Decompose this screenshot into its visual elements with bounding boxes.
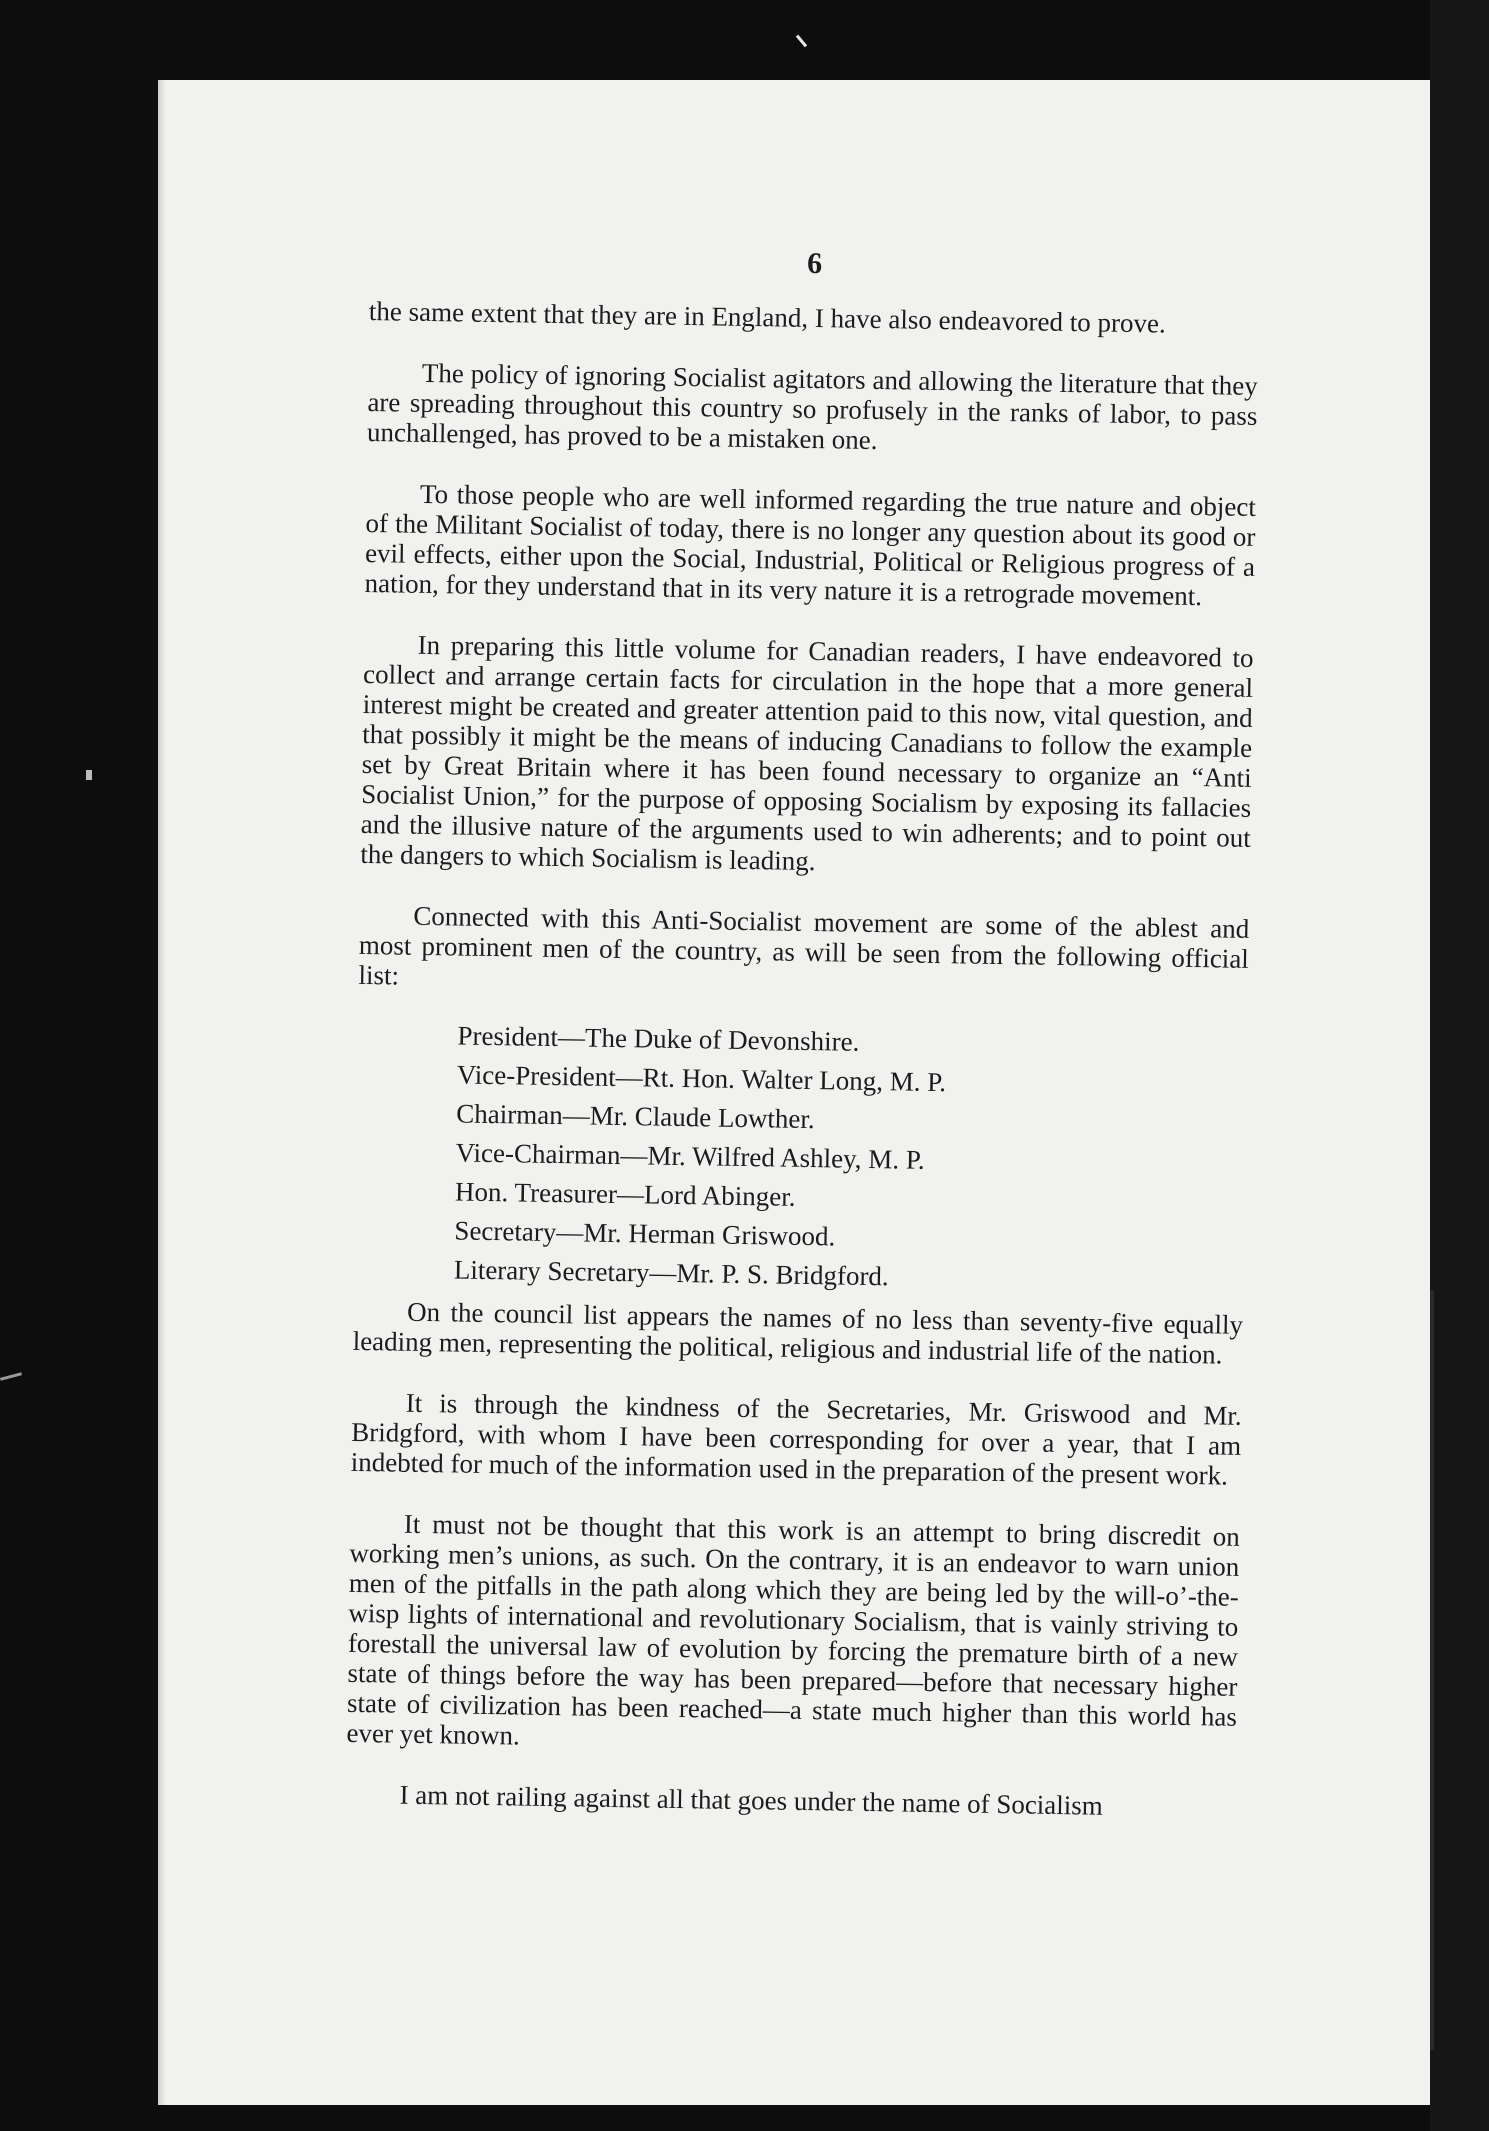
scan-edge-right bbox=[1430, 0, 1489, 2131]
paragraph: To those people who are well informed regarding the true nature and object of the Militant Socialist of today, there is no longer any question about its good or evil effects, either upon the Social, Industrial, Political or Religious progress of a nation, for they understand that in its very nature it is a retrograde movement. bbox=[364, 478, 1257, 612]
officer-president: President—The Duke of Devonshire. bbox=[457, 1020, 860, 1057]
paragraph-last-line: I am not railing against all that goes under the name of Socialism bbox=[399, 1779, 1104, 1821]
paragraph: The policy of ignoring Socialist agitators and allowing the literature that they are spreading throughout this country so profusely in the ranks of labor, to pass unchallenged, has proved to be a mistaken one. bbox=[366, 357, 1259, 455]
paragraph: It is through the kindness of the Secretaries, Mr. Griswood and Mr. Bridgford, with whom I have been corresponding for over a year, that I am indebted for much of the information used in the preparation of the present work. bbox=[350, 1387, 1242, 1491]
officer-vice-president: Vice-President—Rt. Hon. Walter Long, M. P. bbox=[456, 1059, 947, 1098]
officer-chairman: Chairman—Mr. Claude Lowther. bbox=[456, 1098, 815, 1135]
scan-speck bbox=[86, 770, 92, 780]
paragraph: It must not be thought that this work is an attempt to bring discredit on working men’s unions, as such. On the contrary, it is an endeavor to warn union men of the pitfalls in the path along which they are being led by the will-o’-the-wisp lights of international and revolutionary Socialism, that is vainly striving to forestall the universal law of evolution by forcing the premature birth of a new state of things before the way has been prepared—before that necessary higher state of civilization has been reached—a state much higher than this world has ever yet known. bbox=[346, 1508, 1240, 1751]
page-number: 6 bbox=[806, 246, 823, 281]
scan-speck bbox=[796, 35, 807, 48]
page-body bbox=[345, 240, 1260, 1854]
officer-list bbox=[454, 1016, 1248, 1301]
page-edge-shadow bbox=[158, 80, 166, 2105]
paragraph: Connected with this Anti-Socialist movement are some of the ablest and most prominent men of the country, as will be seen from the following official list: bbox=[358, 900, 1250, 991]
officer-secretary: Secretary—Mr. Herman Griswood. bbox=[454, 1215, 836, 1252]
officer-vice-chairman: Vice-Chairman—Mr. Wilfred Ashley, M. P. bbox=[455, 1137, 925, 1175]
paragraph-continued: the same extent that they are in England, I have also endeavored to prove. bbox=[368, 295, 1166, 339]
officer-literary-secretary: Literary Secretary—Mr. P. S. Bridgford. bbox=[453, 1254, 889, 1292]
paragraph: In preparing this little volume for Canadian readers, I have endeavored to collect and arrange certain facts for circulation in the hope that a more general interest might be created and greater attention paid to this now, vital question, and that possibly it might be the means of inducing Canadians to follow the example set by Great Britain where it has been found necessary to organize an “Anti Socialist Union,” for the purpose of opposing Socialism by exposing its fallacies and the illusive nature of the arguments used to win adherents; and to point out the dangers to which Socialism is leading. bbox=[360, 629, 1254, 877]
document-page bbox=[158, 80, 1430, 2105]
scan-speck bbox=[0, 1372, 22, 1381]
paragraph: On the council list appears the names of no less than seventy-five equally leading men, representing the political, religious and industrial life of the nation. bbox=[352, 1296, 1244, 1370]
page-fold bbox=[1430, 1290, 1434, 2050]
officer-treasurer: Hon. Treasurer—Lord Abinger. bbox=[454, 1176, 796, 1212]
